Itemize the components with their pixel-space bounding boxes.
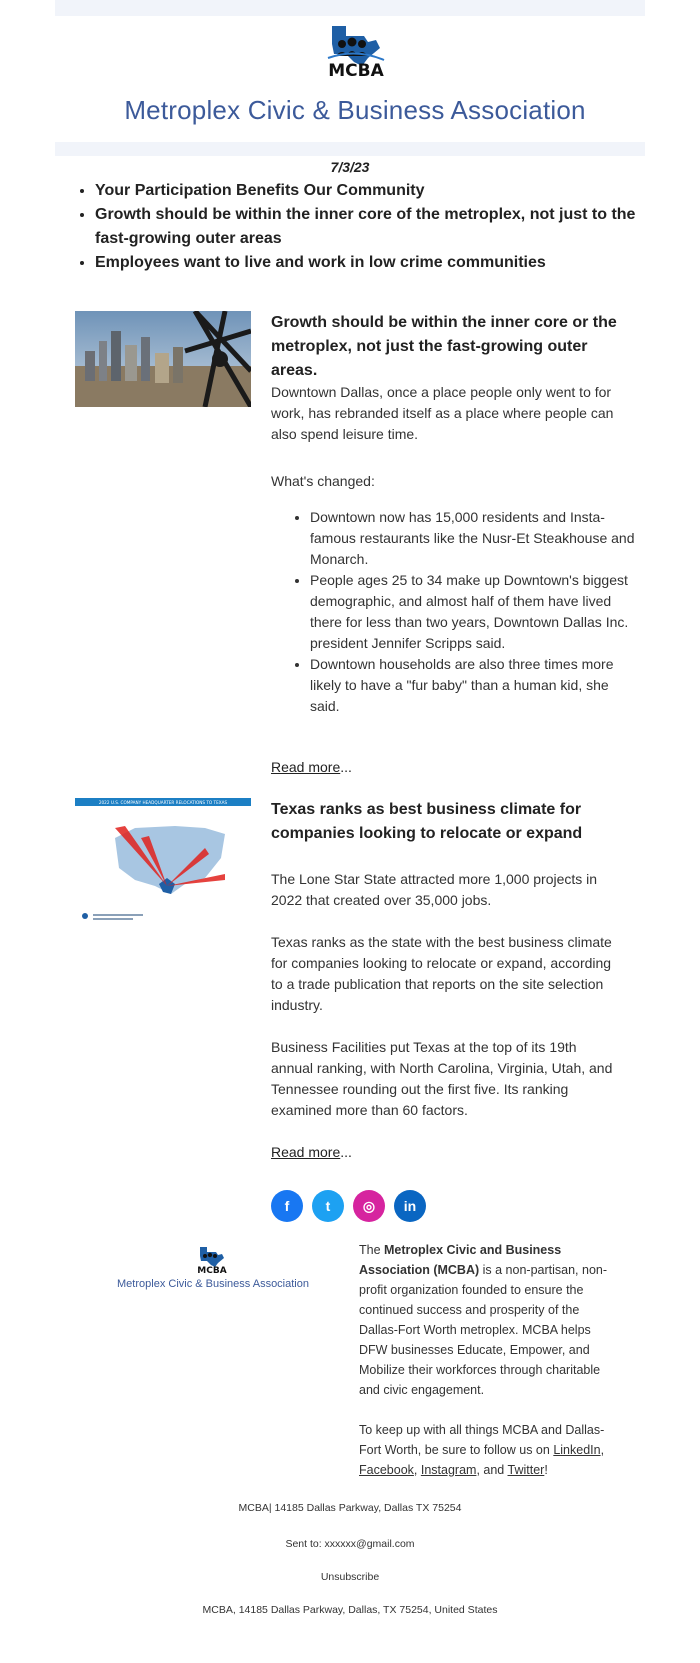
- unsubscribe-link[interactable]: Unsubscribe: [320, 1571, 380, 1583]
- sent-to: Sent to: xxxxxx@gmail.com: [285, 1538, 415, 1550]
- logo-text: MCBA: [328, 61, 384, 80]
- issue-date: 7/3/23: [330, 159, 370, 175]
- highlights-list: [75, 179, 665, 275]
- follow-end: !: [544, 1463, 548, 1477]
- divider-band: [55, 142, 645, 156]
- facebook-icon[interactable]: f: [271, 1190, 303, 1222]
- highlight-item: • Your Participation Benefits Our Community: [95, 179, 665, 203]
- linkedin-link[interactable]: LinkedIn: [553, 1443, 601, 1457]
- article1-read-more-row: [271, 759, 352, 775]
- article1-bullets: [290, 507, 640, 717]
- instagram-link[interactable]: Instagram: [420, 1463, 477, 1477]
- article1-title: Growth should be within the inner core or the metroplex, not just the fast-growing outer areas.: [271, 314, 617, 379]
- article1-subhead: What's changed:: [271, 473, 375, 489]
- follow-text: To keep up with all things MCBA and Dallas-Fort Worth, be sure to follow us on: [359, 1423, 605, 1457]
- article1-intro: Downtown Dallas, once a place people only went to for work, has rebranded itself as a place where people can also spend leisure time.: [271, 384, 614, 442]
- article2-read-more-link[interactable]: Read more: [271, 1144, 341, 1160]
- article1-bullet: • People ages 25 to 34 make up Downtown's biggest demographic, and almost half of them have lived there for less than two years, Downtown Dallas Inc. president Jennifer Scripps said.: [310, 570, 640, 654]
- twitter-icon[interactable]: t: [312, 1190, 344, 1222]
- ellipsis: ...: [340, 1144, 352, 1160]
- highlight-item: • Growth should be within the inner core of the metroplex, not just to the fast-growing outer areas: [95, 203, 665, 251]
- map-image-title: 2022 U.S. COMPANY HEADQUARTER RELOCATIONS TO TEXAS: [98, 800, 228, 805]
- about-pre: The: [359, 1243, 385, 1257]
- article2-paragraph: Business Facilities put Texas at the top of its 19th annual ranking, with North Carolina, Virginia, Utah, and Tennessee rounding out the first five. Its ranking examined more than 60 factors.: [271, 1039, 613, 1118]
- article1-bullet: • Downtown households are also three times more likely to have a "fur baby" than a human kid, she said.: [310, 654, 640, 717]
- header-band: [55, 0, 645, 16]
- separator: , and: [476, 1463, 508, 1477]
- about-org-name: Metroplex Civic and Business Association (MCBA): [359, 1243, 562, 1277]
- downtown-dallas-photo[interactable]: [75, 311, 251, 407]
- footer-address-line: MCBA| 14185 Dallas Parkway, Dallas TX 75254: [238, 1502, 462, 1514]
- article1-bullet: • Downtown now has 15,000 residents and Insta-famous restaurants like the Nusr-Et Steakhouse and Monarch.: [310, 507, 640, 570]
- separator: ,: [413, 1463, 421, 1477]
- brand-title: Metroplex Civic & Business Association: [124, 95, 586, 125]
- linkedin-icon[interactable]: in: [394, 1190, 426, 1222]
- footer-mcba-logo: [192, 1245, 232, 1275]
- article2-read-more-row: [271, 1144, 352, 1160]
- ellipsis: ...: [340, 759, 352, 775]
- highlight-item: • Employees want to live and work in low crime communities: [95, 251, 665, 275]
- about-post: is a non-partisan, non-profit organization founded to ensure the continued success and prosperity of the Dallas-Fort Worth metroplex. MCBA helps DFW businesses Educate, Empower, and Mobilize their workforces through charitable and civic engagement.: [359, 1263, 608, 1397]
- facebook-link[interactable]: Facebook: [359, 1463, 414, 1477]
- hq-relocations-map-image[interactable]: [75, 798, 251, 925]
- twitter-link[interactable]: Twitter: [507, 1463, 545, 1477]
- about-text: [359, 1240, 619, 1480]
- mcba-logo: [318, 22, 394, 80]
- article2-title: Texas ranks as best business climate for companies looking to relocate or expand: [271, 801, 583, 842]
- footer-logo-text: MCBA: [197, 1266, 227, 1275]
- article2-paragraph: The Lone Star State attracted more 1,000 projects in 2022 that created over 35,000 jobs.: [271, 871, 598, 908]
- footer-full-address: MCBA, 14185 Dallas Parkway, Dallas, TX 75254, United States: [202, 1604, 498, 1616]
- separator: ,: [600, 1443, 605, 1457]
- instagram-icon[interactable]: ◎: [353, 1190, 385, 1222]
- article2-paragraph: Texas ranks as the state with the best business climate for companies looking to relocate or expand, according to a trade publication that reports on the site selection industry.: [271, 934, 612, 1013]
- article1-read-more-link[interactable]: Read more: [271, 759, 341, 775]
- footer-brand: Metroplex Civic & Business Association: [117, 1278, 309, 1290]
